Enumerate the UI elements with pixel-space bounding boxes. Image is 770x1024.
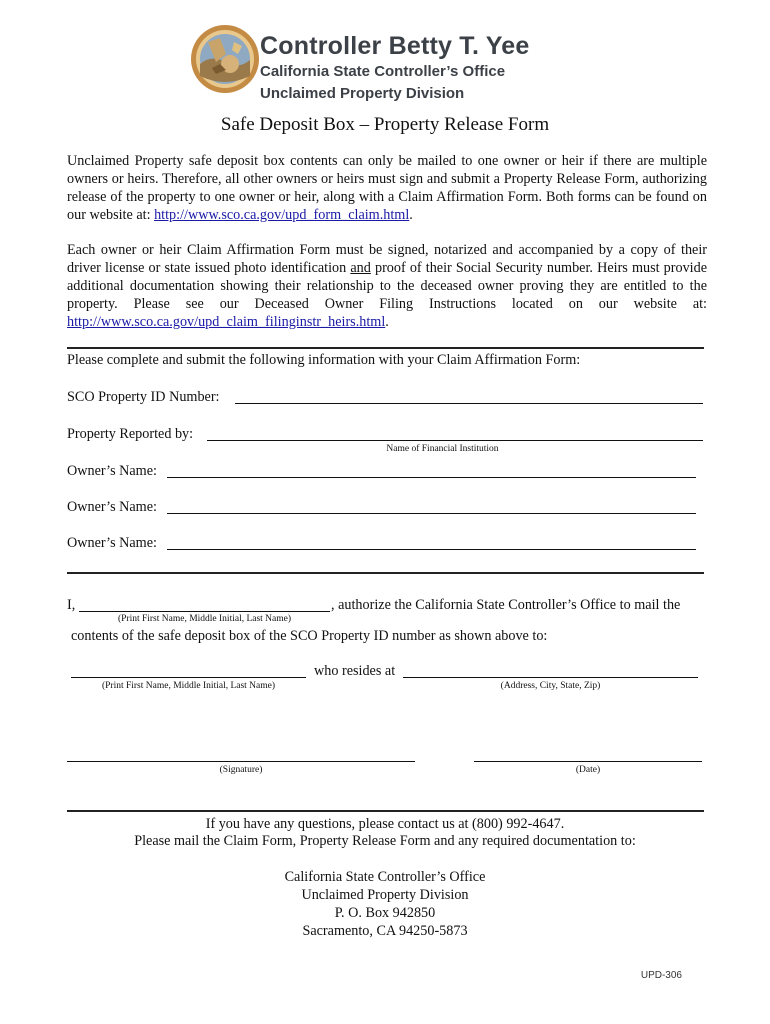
intro-text-2-end: .: [385, 314, 389, 330]
authorization-i-label: I,: [67, 597, 76, 613]
intro-text-1: Unclaimed Property safe deposit box contents can only be mailed to one owner or heir if there are multiple owners or heirs. Therefore, all other owners or heirs must sign and submit a Property Release Form, authorizing release of the property to one owner or heir, along with a Claim Affirmation Form. Both forms can be found on our website at:: [67, 153, 707, 223]
authorizer-name-field[interactable]: [79, 611, 330, 612]
resides-at-text: who resides at: [314, 663, 396, 679]
form-code: UPD-306: [640, 970, 682, 981]
intro-text-1-end: .: [409, 207, 413, 223]
section-divider-1: [67, 347, 704, 349]
date-field[interactable]: [474, 761, 702, 762]
section-divider-2: [67, 572, 704, 574]
property-id-field[interactable]: [235, 403, 703, 404]
address-line-2: Unclaimed Property Division: [301, 887, 469, 903]
recipient-address-caption: (Address, City, State, Zip): [500, 681, 601, 691]
contents-text: contents of the safe deposit box of the SCO Property ID number as shown above to:: [71, 628, 548, 644]
questions-contact-text: If you have any questions, please contact us at (800) 992-4647.: [205, 816, 565, 832]
header-office-name: California State Controller’s Office: [260, 63, 506, 80]
recipient-name-caption: (Print First Name, Middle Initial, Last Name): [101, 681, 276, 691]
owner-name-field-1[interactable]: [167, 477, 696, 478]
recipient-address-field[interactable]: [403, 677, 698, 678]
info-heading: Please complete and submit the following information with your Claim Affirmation Form:: [67, 352, 581, 368]
header-controller-name: Controller Betty T. Yee: [260, 32, 530, 60]
intro-paragraph-1: [67, 152, 707, 224]
authorization-text: , authorize the California State Controller’s Office to mail the: [331, 597, 681, 613]
intro-text-2a: Each owner or heir Claim Affirmation Form must be signed, notarized and accompanied by a copy of their driver license or state issued photo identification: [67, 242, 707, 276]
signature-field[interactable]: [67, 761, 415, 762]
date-caption: (Date): [575, 765, 601, 775]
header-division-name: Unclaimed Property Division: [260, 85, 465, 102]
signature-caption: (Signature): [219, 765, 263, 775]
heirs-instructions-link[interactable]: http://www.sco.ca.gov/upd_claim_filinginstr_heirs.html: [67, 314, 386, 330]
intro-paragraph-2: [67, 241, 707, 331]
reported-by-field[interactable]: [207, 440, 703, 441]
authorizer-name-caption: (Print First Name, Middle Initial, Last Name): [117, 614, 292, 624]
owner-name-field-3[interactable]: [167, 549, 696, 550]
mail-instructions-text: Please mail the Claim Form, Property Release Form and any required documentation to:: [134, 833, 636, 849]
owner-name-label-3: Owner’s Name:: [67, 535, 157, 551]
address-line-3: P. O. Box 942850: [334, 905, 436, 921]
owner-name-field-2[interactable]: [167, 513, 696, 514]
address-line-4: Sacramento, CA 94250-5873: [302, 923, 468, 939]
section-divider-3: [67, 810, 704, 812]
intro-text-2b: proof of their Social Security number. Heirs must provide additional documentation showing their relationship to the deceased owner proving they are entitled to the property. Please see our Deceased Owner Filing Instructions located on our website at:: [67, 260, 707, 312]
owner-name-label-2: Owner’s Name:: [67, 499, 157, 515]
california-seal-logo: [190, 24, 260, 94]
intro-and-underlined: and: [350, 260, 371, 276]
owner-name-label-1: Owner’s Name:: [67, 463, 157, 479]
form-title: Safe Deposit Box – Property Release Form: [220, 114, 550, 135]
property-id-label: SCO Property ID Number:: [67, 389, 220, 405]
address-line-1: California State Controller’s Office: [284, 869, 486, 885]
recipient-name-field[interactable]: [71, 677, 306, 678]
reported-by-label: Property Reported by:: [67, 426, 194, 442]
reported-by-caption: Name of Financial Institution: [386, 444, 499, 454]
claim-form-link[interactable]: http://www.sco.ca.gov/upd_form_claim.html: [154, 207, 410, 223]
